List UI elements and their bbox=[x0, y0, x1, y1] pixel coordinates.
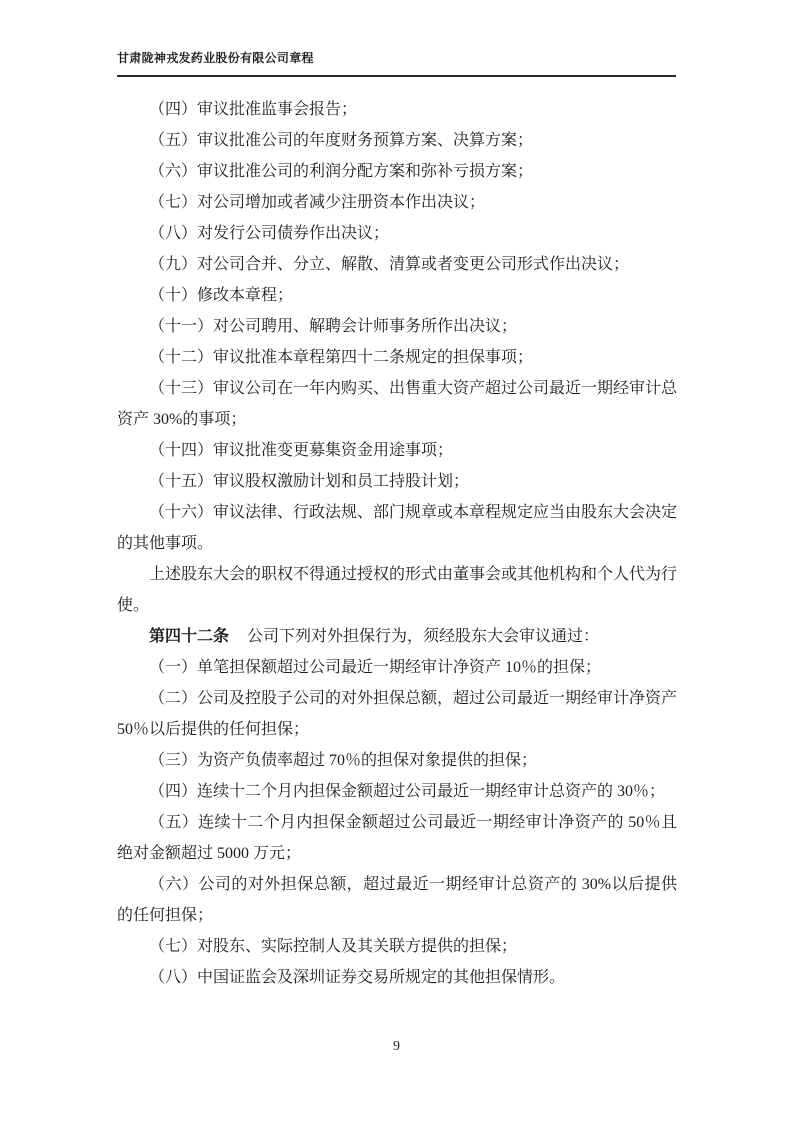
body-paragraph-item-8: （八）对发行公司债券作出决议； bbox=[149, 225, 390, 242]
body-paragraph-guarantee-3: （三）为资产负债率超过 70％的担保对象提供的担保； bbox=[149, 752, 538, 769]
body-paragraph-item-15: （十五）审议股权激励计划和员工持股计划； bbox=[149, 473, 470, 490]
body-paragraph-guarantee-1: （一）单笔担保额超过公司最近一期经审计净资产 10％的担保； bbox=[149, 659, 602, 676]
page-number: 9 bbox=[393, 1039, 400, 1054]
body-paragraph-item-5: （五）审议批准公司的年度财务预算方案、决算方案； bbox=[149, 132, 534, 149]
body-paragraph-item-13: （十三）审议公司在一年内购买、出售重大资产超过公司最近一期经审计总资产 30%的事项； bbox=[117, 380, 678, 428]
body-paragraph-guarantee-2: （二）公司及控股子公司的对外担保总额，超过公司最近一期经审计净资产 50％以后提供的任何担保； bbox=[117, 690, 678, 738]
body-paragraph-item-7: （七）对公司增加或者减少注册资本作出决议； bbox=[149, 194, 486, 211]
page-footer bbox=[0, 1037, 793, 1055]
body-paragraph-item-9: （九）对公司合并、分立、解散、清算或者变更公司形式作出决议； bbox=[149, 256, 630, 273]
document-body bbox=[117, 94, 677, 993]
article-number: 第四十二条 bbox=[149, 628, 230, 645]
body-paragraph-item-4: （四）审议批准监事会报告； bbox=[149, 101, 358, 118]
body-paragraph-guarantee-5: （五）连续十二个月内担保金额超过公司最近一期经审计净资产的 50％且绝对金额超过 5000 万元； bbox=[117, 814, 677, 862]
body-paragraph-guarantee-8: （八）中国证监会及深圳证券交易所规定的其他担保情形。 bbox=[149, 969, 566, 986]
body-paragraph-guarantee-6: （六）公司的对外担保总额，超过最近一期经审计总资产的 30%以后提供的任何担保； bbox=[117, 876, 677, 924]
body-paragraph-authority-note: 上述股东大会的职权不得通过授权的形式由董事会或其他机构和个人代为行使。 bbox=[117, 566, 678, 614]
body-paragraph-article-42 bbox=[117, 621, 677, 652]
body-paragraph-item-10: （十）修改本章程； bbox=[149, 287, 294, 304]
page-header bbox=[117, 49, 676, 77]
header-title: 甘肃陇神戎发药业股份有限公司章程 bbox=[117, 51, 314, 65]
body-paragraph-guarantee-4: （四）连续十二个月内担保金额超过公司最近一期经审计总资产的 30％； bbox=[149, 783, 666, 800]
body-paragraph-item-16: （十六）审议法律、行政法规、部门规章或本章程规定应当由股东大会决定的其他事项。 bbox=[117, 504, 678, 552]
body-paragraph-item-6: （六）审议批准公司的利润分配方案和弥补亏损方案； bbox=[149, 163, 534, 180]
body-paragraph-item-11: （十一）对公司聘用、解聘会计师事务所作出决议； bbox=[149, 318, 518, 335]
body-paragraph-guarantee-7: （七）对股东、实际控制人及其关联方提供的担保； bbox=[149, 938, 518, 955]
body-paragraph-item-14: （十四）审议批准变更募集资金用途事项； bbox=[149, 442, 454, 459]
article-text: 公司下列对外担保行为，须经股东大会审议通过： bbox=[247, 628, 600, 645]
body-paragraph-item-12: （十二）审议批准本章程第四十二条规定的担保事项； bbox=[149, 349, 534, 366]
